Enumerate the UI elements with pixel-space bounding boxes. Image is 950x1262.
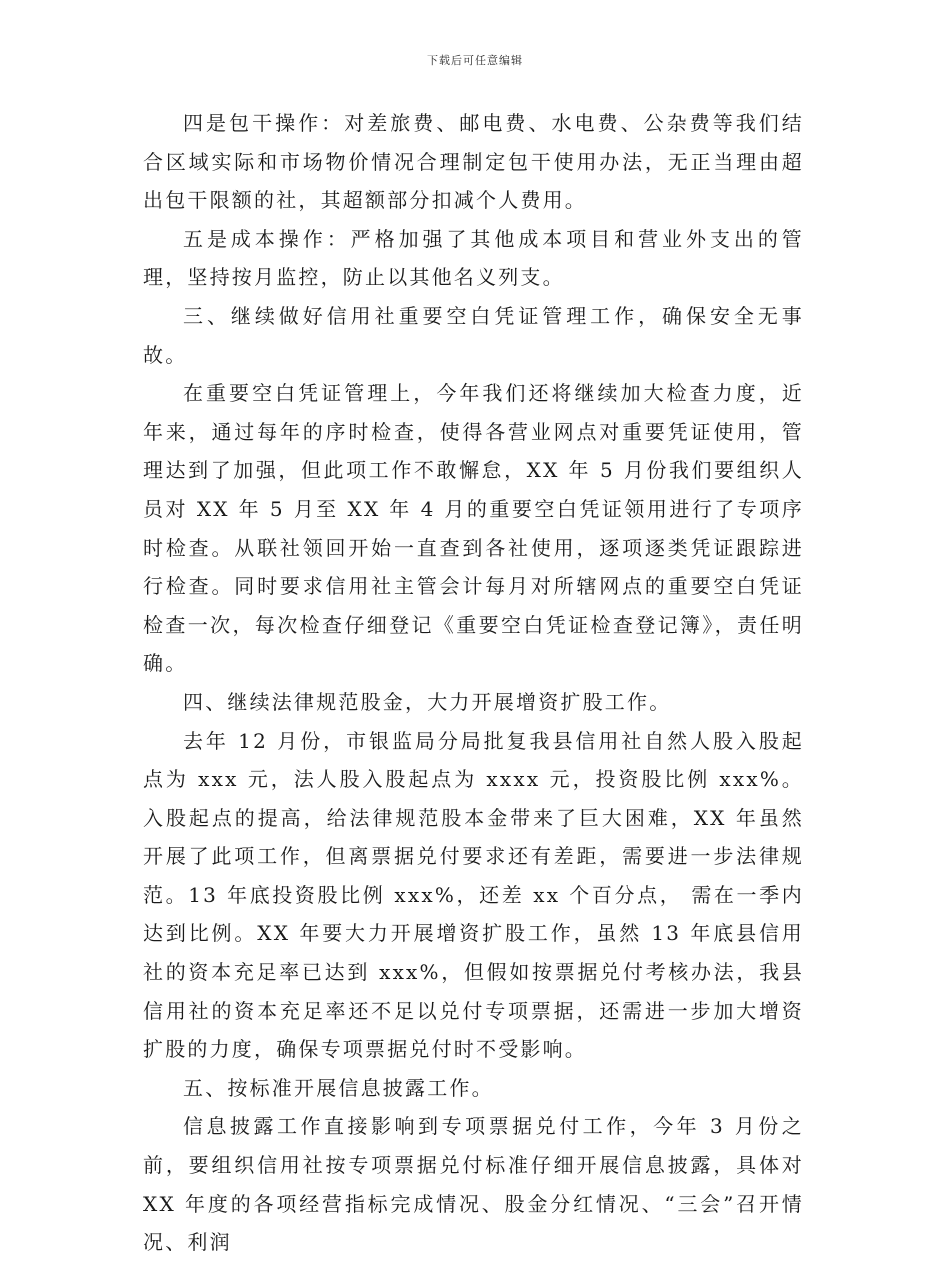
- paragraph-voucher-management: 在重要空白凭证管理上，今年我们还将继续加大检查力度，近年来，通过每年的序时检查，使得各营业网点对重要凭证使用，管理达到了加强，但此项工作不敢懈怠，XX 年 5 月份我们要组织人员对 XX 年 5 月至 XX 年 4 月的重要空白凭证领用进行了专项序时检查。从联社领回开始一直查到各社使用，逐项逐类凭证跟踪进行检查。同时要求信用社主管会计每月对所辖网点的重要空白凭证检查一次，每次检查仔细登记《重要空白凭证检查登记簿》，责任明确。: [143, 381, 804, 676]
- paragraph-cost-operation: 五是成本操作：严格加强了其他成本项目和营业外支出的管理，坚持按月监控，防止以其他名义列支。: [143, 226, 804, 290]
- heading-section-three: 三、继续做好信用社重要空白凭证管理工作，确保安全无事故。: [143, 303, 804, 367]
- paragraph-information-disclosure: 信息披露工作直接影响到专项票据兑付工作，今年 3 月份之前，要组织信用社按专项票据兑付标准仔细开展信息披露，具体对 XX 年度的各项经营指标完成情况、股金分红情况、“三会”召开情况、利润: [143, 1114, 813, 1255]
- heading-section-four: 四、继续法律规范股金，大力开展增资扩股工作。: [183, 689, 672, 714]
- page-header: 下载后可任意编辑: [427, 54, 523, 67]
- heading-section-five: 五、按标准开展信息披露工作。: [183, 1075, 494, 1100]
- paragraph-package-operation: 四是包干操作：对差旅费、邮电费、水电费、公杂费等我们结合区域实际和市场物价情况合理制定包干使用办法，无正当理由超出包干限额的社，其超额部分扣减个人费用。: [143, 111, 804, 213]
- paragraph-capital-increase: 去年 12 月份，市银监局分局批复我县信用社自然人股入股起点为 xxx 元，法人股入股起点为 xxxx 元，投资股比例 xxx%。入股起点的提高，给法律规范股本金带来了巨大困难，XX 年虽然开展了此项工作，但离票据兑付要求还有差距，需要进一步法律规范。13 年底投资股比例 xxx%，还差 xx 个百分点， 需在一季内达到比例。XX 年要大力开展增资扩股工作，虽然 13 年底县信用社的资本充足率已达到 xxx%，但假如按票据兑付考核办法，我县信用社的资本充足率还不足以兑付专项票据，还需进一步加大增资扩股的力度，确保专项票据兑付时不受影响。: [143, 728, 804, 1062]
- document-body: [143, 104, 813, 1262]
